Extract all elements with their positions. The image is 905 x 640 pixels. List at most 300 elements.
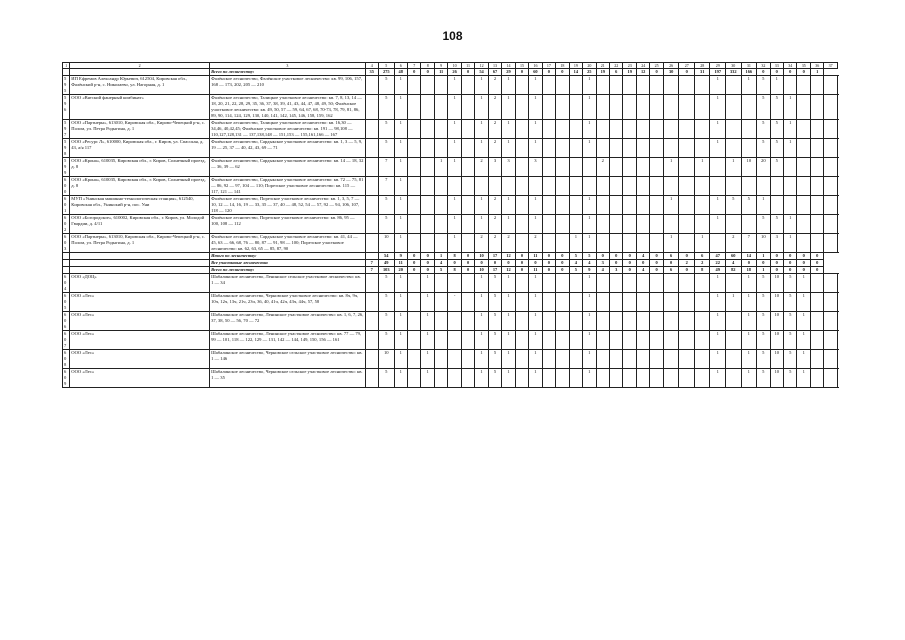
value-cell bbox=[556, 369, 569, 388]
value-cell bbox=[810, 215, 823, 234]
value-cell bbox=[610, 177, 623, 196]
value-cell: 1 bbox=[741, 274, 757, 293]
total-row bbox=[63, 267, 838, 274]
value-cell: 20 bbox=[394, 267, 407, 274]
value-cell: 1 bbox=[475, 76, 488, 95]
value-cell bbox=[824, 350, 837, 369]
value-cell bbox=[515, 312, 528, 331]
value-cell: 0 bbox=[679, 267, 695, 274]
value-cell bbox=[663, 95, 679, 120]
value-cell bbox=[610, 215, 623, 234]
value-cell: 1 bbox=[529, 331, 542, 350]
value-cell: 1 bbox=[797, 350, 810, 369]
value-cell bbox=[636, 158, 649, 177]
value-cell: 0 bbox=[515, 253, 528, 260]
value-cell: 2 bbox=[488, 95, 501, 120]
value-cell bbox=[623, 120, 636, 139]
value-cell bbox=[515, 293, 528, 312]
value-cell: 1 bbox=[710, 350, 726, 369]
value-cell: 1 bbox=[394, 95, 407, 120]
value-cell: 1 bbox=[797, 274, 810, 293]
value-cell: 2 bbox=[488, 139, 501, 158]
value-cell bbox=[448, 350, 461, 369]
total-label: Всего по лесничеству: bbox=[210, 69, 365, 76]
value-cell: 0 bbox=[770, 69, 783, 76]
value-cell: 1 bbox=[502, 369, 515, 388]
value-cell: 5 bbox=[488, 274, 501, 293]
value-cell: 0 bbox=[556, 253, 569, 260]
value-cell: 1 bbox=[741, 369, 757, 388]
value-cell: 5 bbox=[770, 158, 783, 177]
value-cell: 1 bbox=[583, 312, 596, 331]
value-cell: 6 bbox=[663, 253, 679, 260]
value-cell bbox=[365, 350, 378, 369]
value-cell: 1 bbox=[502, 293, 515, 312]
value-cell: 2 bbox=[502, 234, 515, 253]
value-cell: 0 bbox=[610, 253, 623, 260]
column-number: 16 bbox=[529, 63, 542, 69]
value-cell bbox=[542, 158, 555, 177]
value-cell bbox=[583, 177, 596, 196]
value-cell bbox=[810, 293, 823, 312]
value-cell bbox=[610, 76, 623, 95]
value-cell: 0 bbox=[515, 267, 528, 274]
value-cell bbox=[515, 234, 528, 253]
organization-cell: ООО «Ресурс Л», 610000, Кировская обл., г. Киров, ул. Спасская, д. 43, а/я 117 bbox=[70, 139, 210, 158]
value-cell: 54 bbox=[475, 69, 488, 76]
row-number: 598 bbox=[63, 139, 70, 158]
column-number: 13 bbox=[488, 63, 501, 69]
forest-area-cell: Фалёнское лесничество, Фалёнское участковое лесничество: кв. 99, 106, 157, 168 — 173, 202, 205 — 210 bbox=[210, 76, 365, 95]
value-cell bbox=[461, 215, 474, 234]
table-row bbox=[63, 215, 838, 234]
forest-area-cell: Шабалинское лесничество, Черновское участковое лесничество: кв. 8ч, 9ч, 10ч, 12ч, 13ч, 21ч, 23ч, 36, 40, 41ч, 42ч, 43ч, 44ч, 57, 58 bbox=[210, 293, 365, 312]
value-cell: 1 bbox=[421, 350, 434, 369]
value-cell bbox=[596, 139, 609, 158]
value-cell bbox=[475, 177, 488, 196]
value-cell bbox=[650, 312, 663, 331]
value-cell bbox=[434, 331, 447, 350]
value-cell bbox=[596, 120, 609, 139]
value-cell bbox=[407, 350, 420, 369]
value-cell: 0 bbox=[407, 260, 420, 267]
value-cell: 1 bbox=[726, 293, 742, 312]
value-cell: 11 bbox=[434, 69, 447, 76]
value-cell: 5 bbox=[378, 95, 394, 120]
value-cell: 0 bbox=[784, 253, 797, 260]
value-cell bbox=[461, 158, 474, 177]
value-cell: 0 bbox=[556, 267, 569, 274]
value-cell bbox=[569, 120, 582, 139]
value-cell: 2 bbox=[488, 215, 501, 234]
value-cell bbox=[407, 234, 420, 253]
row-number bbox=[63, 267, 70, 274]
value-cell bbox=[421, 95, 434, 120]
value-cell: 1 bbox=[694, 158, 710, 177]
value-cell: 5 bbox=[378, 120, 394, 139]
value-cell bbox=[726, 312, 742, 331]
value-cell: 1 bbox=[710, 293, 726, 312]
value-cell bbox=[710, 234, 726, 253]
value-cell: 1 bbox=[502, 95, 515, 120]
value-cell bbox=[741, 177, 757, 196]
value-cell: 4 bbox=[569, 260, 582, 267]
value-cell: 1 bbox=[757, 253, 770, 260]
value-cell bbox=[556, 196, 569, 215]
value-cell: 2 bbox=[529, 234, 542, 253]
value-cell bbox=[434, 274, 447, 293]
value-cell bbox=[610, 369, 623, 388]
value-cell bbox=[726, 369, 742, 388]
value-cell bbox=[810, 350, 823, 369]
value-cell: 0 bbox=[542, 267, 555, 274]
value-cell: 12 bbox=[502, 253, 515, 260]
value-cell bbox=[694, 120, 710, 139]
value-cell bbox=[650, 177, 663, 196]
value-cell: 5 bbox=[757, 331, 770, 350]
column-number: 24 bbox=[636, 63, 649, 69]
value-cell: 6 bbox=[663, 267, 679, 274]
column-number: 21 bbox=[596, 63, 609, 69]
row-number: 600 bbox=[63, 177, 70, 196]
column-number: 10 bbox=[448, 63, 461, 69]
value-cell: 0 bbox=[461, 69, 474, 76]
value-cell: 18 bbox=[741, 267, 757, 274]
value-cell bbox=[784, 196, 797, 215]
value-cell bbox=[365, 120, 378, 139]
value-cell: 0 bbox=[421, 260, 434, 267]
organization-cell: ООО «Лес» bbox=[70, 350, 210, 369]
value-cell: 5 bbox=[770, 139, 783, 158]
organization-cell: ООО «Лес» bbox=[70, 331, 210, 350]
value-cell bbox=[623, 139, 636, 158]
value-cell bbox=[694, 274, 710, 293]
value-cell: 12 bbox=[502, 267, 515, 274]
value-cell bbox=[556, 215, 569, 234]
value-cell bbox=[810, 331, 823, 350]
value-cell: 1 bbox=[448, 234, 461, 253]
value-cell: 1 bbox=[583, 293, 596, 312]
value-cell bbox=[694, 215, 710, 234]
value-cell: 26 bbox=[448, 69, 461, 76]
value-cell: 1 bbox=[502, 331, 515, 350]
column-number: 32 bbox=[757, 63, 770, 69]
value-cell: 0 bbox=[679, 253, 695, 260]
value-cell: 5 bbox=[488, 293, 501, 312]
value-cell: 5 bbox=[378, 369, 394, 388]
value-cell bbox=[448, 331, 461, 350]
value-cell: 2 bbox=[488, 196, 501, 215]
value-cell: 4 bbox=[636, 267, 649, 274]
value-cell bbox=[596, 76, 609, 95]
value-cell: 1 bbox=[710, 196, 726, 215]
value-cell: 5 bbox=[757, 350, 770, 369]
value-cell: 1 bbox=[394, 274, 407, 293]
total-row bbox=[63, 253, 838, 260]
value-cell: 49 bbox=[710, 267, 726, 274]
value-cell bbox=[515, 331, 528, 350]
value-cell bbox=[679, 196, 695, 215]
value-cell: 30 bbox=[663, 69, 679, 76]
value-cell: 5 bbox=[378, 139, 394, 158]
value-cell bbox=[663, 350, 679, 369]
value-cell bbox=[694, 350, 710, 369]
value-cell bbox=[515, 95, 528, 120]
value-cell bbox=[650, 331, 663, 350]
value-cell: 1 bbox=[421, 274, 434, 293]
value-cell bbox=[636, 177, 649, 196]
column-number: 22 bbox=[610, 63, 623, 69]
value-cell bbox=[679, 158, 695, 177]
value-cell bbox=[824, 158, 837, 177]
value-cell bbox=[542, 369, 555, 388]
row-number: 597 bbox=[63, 120, 70, 139]
value-cell bbox=[636, 139, 649, 158]
value-cell: 0 bbox=[784, 260, 797, 267]
value-cell: 5 bbox=[770, 215, 783, 234]
value-cell: 22 bbox=[710, 260, 726, 267]
value-cell bbox=[663, 274, 679, 293]
value-cell bbox=[623, 369, 636, 388]
value-cell bbox=[636, 215, 649, 234]
value-cell bbox=[434, 312, 447, 331]
table-row bbox=[63, 177, 838, 196]
value-cell bbox=[757, 177, 770, 196]
value-cell: 20 bbox=[757, 158, 770, 177]
value-cell: 1 bbox=[663, 196, 679, 215]
value-cell: 5 bbox=[378, 196, 394, 215]
value-cell: 1 bbox=[529, 76, 542, 95]
value-cell: 103 bbox=[378, 267, 394, 274]
value-cell bbox=[663, 369, 679, 388]
value-cell: 1 bbox=[583, 95, 596, 120]
value-cell bbox=[679, 350, 695, 369]
value-cell: 0 bbox=[529, 260, 542, 267]
value-cell: 31 bbox=[694, 69, 710, 76]
value-cell bbox=[810, 158, 823, 177]
value-cell bbox=[407, 95, 420, 120]
value-cell: 1 bbox=[394, 158, 407, 177]
value-cell: 5 bbox=[757, 139, 770, 158]
value-cell bbox=[610, 95, 623, 120]
value-cell: 0 bbox=[461, 267, 474, 274]
value-cell bbox=[515, 274, 528, 293]
value-cell: 35 bbox=[365, 69, 378, 76]
value-cell: 5 bbox=[488, 331, 501, 350]
organization-cell: ООО «Лес» bbox=[70, 369, 210, 388]
value-cell: 10 bbox=[475, 253, 488, 260]
value-cell: 4 bbox=[636, 253, 649, 260]
column-number: 11 bbox=[461, 63, 474, 69]
organization-cell: ООО «Богородское», 610002, Кировская обл., г. Киров, ул. Молодой Гвардии, д. 4/11 bbox=[70, 215, 210, 234]
value-cell: 1 bbox=[394, 76, 407, 95]
value-cell: 8 bbox=[694, 267, 710, 274]
value-cell: 0 bbox=[770, 253, 783, 260]
value-cell bbox=[596, 196, 609, 215]
table-row bbox=[63, 139, 838, 158]
value-cell bbox=[569, 158, 582, 177]
value-cell bbox=[515, 177, 528, 196]
value-cell: 0 bbox=[650, 260, 663, 267]
value-cell bbox=[610, 293, 623, 312]
value-cell: 5 bbox=[488, 369, 501, 388]
value-cell: 1 bbox=[448, 196, 461, 215]
value-cell: 4 bbox=[583, 260, 596, 267]
value-cell bbox=[610, 350, 623, 369]
value-cell: 6 bbox=[694, 253, 710, 260]
value-cell bbox=[797, 196, 810, 215]
row-number: 607 bbox=[63, 331, 70, 350]
value-cell bbox=[610, 196, 623, 215]
value-cell bbox=[610, 274, 623, 293]
value-cell bbox=[461, 350, 474, 369]
value-cell: 10 bbox=[770, 350, 783, 369]
value-cell: 3 bbox=[770, 234, 783, 253]
value-cell: 1 bbox=[475, 139, 488, 158]
value-cell: 0 bbox=[448, 260, 461, 267]
value-cell bbox=[421, 158, 434, 177]
value-cell: 2 bbox=[488, 234, 501, 253]
organization-cell bbox=[70, 253, 210, 260]
value-cell bbox=[650, 234, 663, 253]
value-cell: 3 bbox=[502, 158, 515, 177]
value-cell: 1 bbox=[448, 139, 461, 158]
value-cell: 1 bbox=[583, 369, 596, 388]
value-cell: 1 bbox=[421, 293, 434, 312]
organization-cell: ООО «Крона», 610035, Кировская обл., г. Киров, Солнечный проезд, д. 8 bbox=[70, 158, 210, 177]
value-cell bbox=[726, 350, 742, 369]
value-cell: 3 bbox=[610, 267, 623, 274]
forest-area-cell: Шабалинское лесничество, Ленинское участковое лесничество: кв. 77 — 79, 99 — 101, 118 — 122, 129 — 131, 142 — 144, 149, 150, 156 — 161 bbox=[210, 331, 365, 350]
value-cell: 3 bbox=[596, 260, 609, 267]
value-cell: 1 bbox=[529, 293, 542, 312]
value-cell: 10 bbox=[770, 369, 783, 388]
value-cell bbox=[679, 76, 695, 95]
forest-area-cell: Фалёнское лесничество, Сардыкское участковое лесничество: кв. 72 — 75, 81 — 86, 92 — 97, 104 — 110; Порезское участковое лесничество: кв. 115 — 117, 121 — 141 bbox=[211, 177, 364, 194]
value-cell: 3 bbox=[488, 158, 501, 177]
forest-area-cell: Фалёнское лесничество, Талицкое участковое лесничество: кв. 16,30 — 34,46, 40,42,45; Фалёнское участковое лесничество: кв. 191 — 98,108 — 110,127,128,131 — 137,138,148 — 151,153 — 155,161,166 — 167 bbox=[210, 120, 365, 139]
value-cell bbox=[556, 312, 569, 331]
value-cell bbox=[448, 312, 461, 331]
value-cell: 1 bbox=[710, 76, 726, 95]
value-cell bbox=[663, 312, 679, 331]
forest-area-cell: Шабалинское лесничество, Черновское сельское участковое лесничество: кв. 1 — 146 bbox=[210, 350, 365, 369]
organization-cell: ООО «Крона», 610035, Кировская обл., г. Киров, Солнечный проезд, д. 8 bbox=[70, 177, 210, 196]
value-cell: 1 bbox=[726, 158, 742, 177]
value-cell bbox=[556, 350, 569, 369]
column-number: 20 bbox=[583, 63, 596, 69]
value-cell: 1 bbox=[710, 215, 726, 234]
value-cell bbox=[623, 293, 636, 312]
value-cell: 1 bbox=[448, 158, 461, 177]
value-cell bbox=[610, 158, 623, 177]
value-cell: 1 bbox=[710, 95, 726, 120]
value-cell bbox=[434, 196, 447, 215]
column-number: 30 bbox=[726, 63, 742, 69]
value-cell bbox=[650, 95, 663, 120]
value-cell: 1 bbox=[434, 253, 447, 260]
value-cell bbox=[542, 215, 555, 234]
value-cell bbox=[434, 369, 447, 388]
forest-area-cell: Фалёнское лесничество, Порезское участковое лесничество: кв. 86, 95 — 100, 108 — 112 bbox=[210, 215, 365, 234]
value-cell bbox=[365, 158, 378, 177]
forest-area-cell: Фалёнское лесничество, Сардыкское участковое лесничество: кв. 1, 3 — 5, 9, 19 — 25, 37 — 40, 42, 43, 69 — 71 bbox=[210, 139, 365, 158]
value-cell bbox=[556, 95, 569, 120]
value-cell bbox=[636, 350, 649, 369]
value-cell: 1 bbox=[741, 293, 757, 312]
value-cell bbox=[663, 177, 679, 196]
value-cell bbox=[824, 76, 837, 95]
value-cell: 1 bbox=[394, 196, 407, 215]
value-cell bbox=[694, 76, 710, 95]
value-cell: 1 bbox=[529, 95, 542, 120]
forest-area-cell: Шабалинское лесничество, Черновское сельское участковое лесничество: кв. 1 — 35 bbox=[210, 369, 365, 388]
value-cell bbox=[824, 120, 837, 139]
value-cell bbox=[636, 274, 649, 293]
value-cell: 1 bbox=[475, 350, 488, 369]
value-cell bbox=[407, 158, 420, 177]
value-cell: 1 bbox=[663, 234, 679, 253]
value-cell bbox=[515, 139, 528, 158]
value-cell: 5 bbox=[378, 331, 394, 350]
table-row bbox=[63, 293, 838, 312]
value-cell: 1 bbox=[529, 274, 542, 293]
table-row bbox=[63, 350, 838, 369]
value-cell: 1 bbox=[710, 274, 726, 293]
value-cell: 1 bbox=[710, 369, 726, 388]
value-cell: 5 bbox=[757, 95, 770, 120]
value-cell bbox=[365, 177, 378, 196]
value-cell: 0 bbox=[650, 267, 663, 274]
row-number: 604 bbox=[63, 274, 70, 293]
column-number: 27 bbox=[679, 63, 695, 69]
value-cell bbox=[824, 139, 837, 158]
value-cell: 1 bbox=[583, 120, 596, 139]
value-cell: 0 bbox=[461, 253, 474, 260]
value-cell bbox=[365, 331, 378, 350]
value-cell bbox=[421, 234, 434, 253]
value-cell bbox=[694, 139, 710, 158]
table-row bbox=[63, 76, 838, 95]
value-cell: 1 bbox=[710, 312, 726, 331]
value-cell: 10 bbox=[770, 331, 783, 350]
forest-area-cell: Фалёнское лесничество, Талицкое участковое лесничество: кв. 7, 8, 13, 14 — 18, 20, 21, 22, 28, 29, 35, 36, 37, 38, 39, 41, 43, 44, 47, 48, 49, 50; Фалёнское участковое лесничество: кв. 49, 50, 57 — 59, 64, 67, 68, 70-73, 78, 79, 81, 86, 89, 90, 114, 124, 129, 130, 140, 141, 142, 145, 146, 158, 159, 162 bbox=[210, 95, 365, 120]
value-cell: 1 bbox=[502, 312, 515, 331]
value-cell bbox=[407, 139, 420, 158]
value-cell bbox=[596, 331, 609, 350]
value-cell bbox=[650, 158, 663, 177]
value-cell bbox=[556, 274, 569, 293]
value-cell: 0 bbox=[542, 260, 555, 267]
value-cell: 0 bbox=[797, 253, 810, 260]
value-cell bbox=[365, 293, 378, 312]
value-cell bbox=[434, 139, 447, 158]
value-cell bbox=[542, 350, 555, 369]
value-cell bbox=[569, 95, 582, 120]
value-cell bbox=[556, 158, 569, 177]
organization-cell bbox=[70, 267, 210, 274]
value-cell: 0 bbox=[650, 253, 663, 260]
value-cell bbox=[365, 76, 378, 95]
value-cell bbox=[810, 274, 823, 293]
value-cell bbox=[596, 293, 609, 312]
value-cell bbox=[679, 177, 695, 196]
value-cell bbox=[365, 95, 378, 120]
column-number: 31 bbox=[741, 63, 757, 69]
table-row bbox=[63, 95, 838, 120]
value-cell: 1 bbox=[583, 350, 596, 369]
value-cell: 1 bbox=[502, 215, 515, 234]
